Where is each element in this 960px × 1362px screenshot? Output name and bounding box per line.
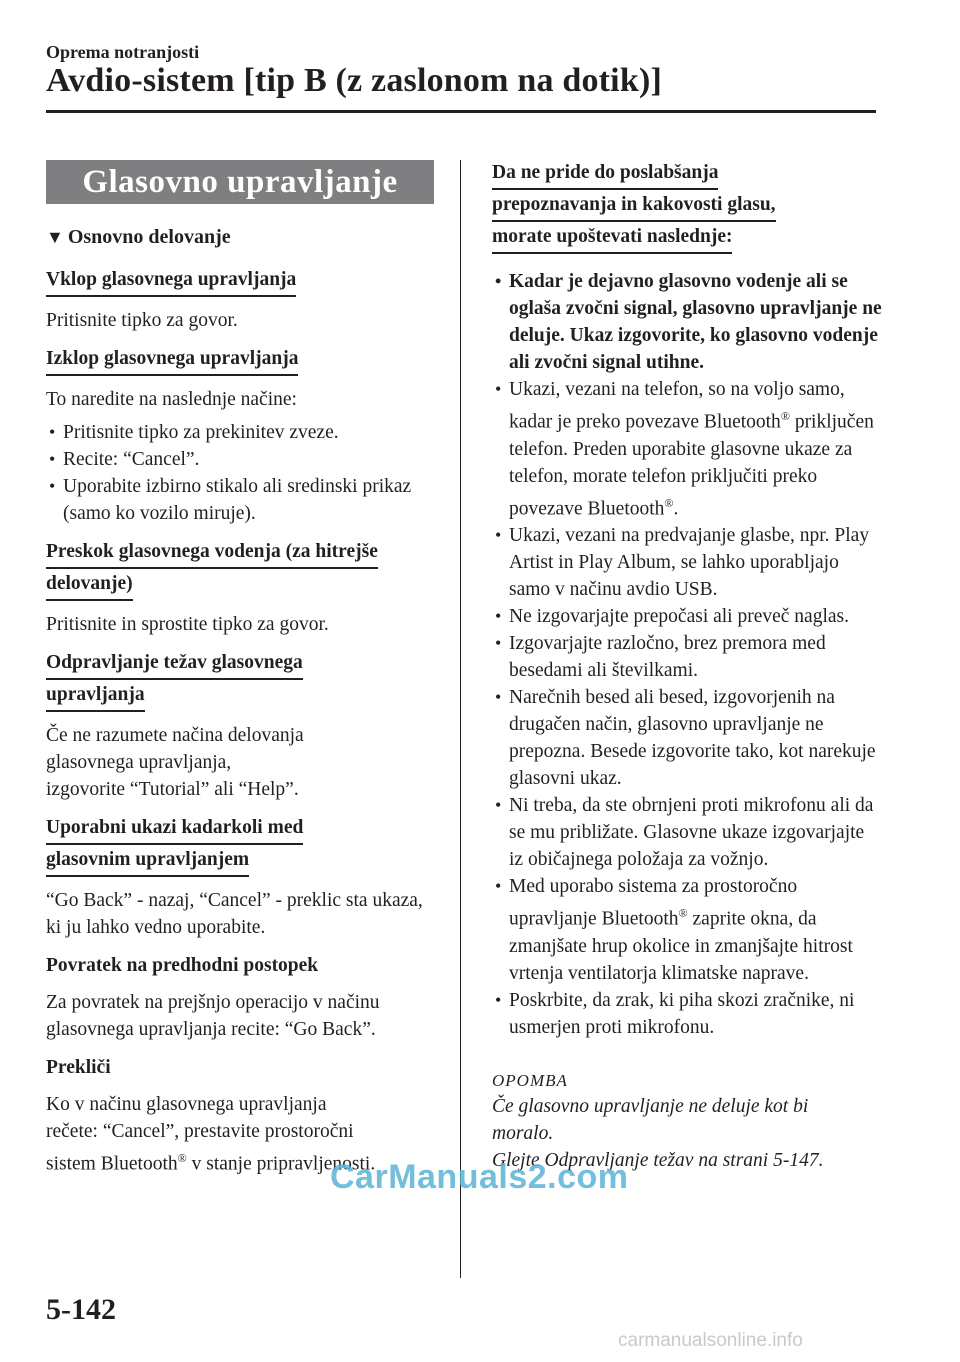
paragraph-voice-on: Pritisnite tipko za govor. [46,310,238,331]
subheading-voice-on: Vklop glasovnega upravljanja [46,267,296,297]
left-column [46,160,434,1190]
subheading-skip-guidance-2: delovanje) [46,571,133,601]
recognition-tips-list [492,268,882,1041]
list-item: • Poskrbite, da zrak, ki piha skozi zračnike, ni usmerjen proti mikrofonu. [495,989,855,1038]
heading-cancel: Prekliči [46,1057,111,1078]
triangle-marker-icon: ▼ [46,227,64,247]
list-item: • Izgovarjajte razločno, brez premora med besedami ali številkami. [495,633,826,681]
watermark-site: carmanualsonline.info [618,1330,803,1351]
paragraph-skip-guidance: Pritisnite in sprostite tipko za govor. [46,614,329,635]
list-item: • Kadar je dejavno glasovno vodenje ali se oglaša zvočni signal, glasovno upravljanje ne deluje. Ukaz izgovorite, ko glasovno vodenje ali zvočni signal utihne. [495,271,882,373]
voice-off-list [46,419,434,527]
list-item: • Ukazi, vezani na predvajanje glasbe, npr. Play Artist in Play Album, se lahko uporabljajo samo v načinu avdio USB. [495,525,870,600]
subheading-troubleshooting-2: upravljanja [46,682,145,712]
list-item: • Ukazi, vezani na telefon, so na voljo samo, kadar je preko povezave Bluetooth® priključen telefon. Preden uporabite glasovne ukaze za telefon, morate telefon priključiti preko povezave Bluetooth®. [495,379,874,519]
subheading-useful-commands-2: glasovnim upravljanjem [46,847,249,877]
paragraph-go-back: Za povratek na prejšnjo operacijo v načinu glasovnega upravljanja recite: “Go Back”. [46,992,380,1040]
note-line: Če glasovno upravljanje ne deluje kot bi [492,1095,809,1117]
section-banner: Glasovno upravljanje [46,160,434,204]
list-item: • Pritisnite tipko za prekinitev zveze. [49,422,339,443]
list-item: • Uporabite izbirno stikalo ali sredinski prikaz (samo ko vozilo miruje). [49,476,412,524]
subheading-voice-off: Izklop glasovnega upravljanja [46,346,298,376]
subheading-recognition-2: prepoznavanja in kakovosti glasu, [492,192,776,222]
subheading-useful-commands: Uporabni ukazi kadarkoli med [46,815,303,845]
subheading-recognition-3: morate upoštevati naslednje: [492,224,732,254]
right-column [492,160,882,1174]
section-heading-text: Osnovno delovanje [67,226,231,248]
paragraph-voice-off: To naredite na naslednje načine: [46,389,297,410]
list-item: • Ni treba, da ste obrnjeni proti mikrofonu ali da se mu približate. Glasovne ukaze izgovarjajte iz običajnega položaja za vožnjo. [495,795,874,870]
section-header: Oprema notranjosti [46,42,200,62]
list-item: • Recite: “Cancel”. [49,449,200,470]
list-item: • Ne izgovarjajte prepočasi ali preveč naglas. [495,606,850,627]
note-title: OPOMBA [492,1070,568,1090]
subheading-skip-guidance: Preskok glasovnega vodenja (za hitrejše [46,539,378,569]
subheading-troubleshooting: Odpravljanje težav glasovnega [46,650,303,680]
note-line: moralo. [492,1122,554,1144]
list-item: • Med uporabo sistema za prostoročno upravljanje Bluetooth® zaprite okna, da zmanjšate hrup okolice in zmanjšajte hitrost vrtenja ventilatorja klimatske naprave. [495,876,853,984]
page-title: Avdio-sistem [tip B (z zaslonom na dotik)] [46,62,662,99]
paragraph-useful-commands: “Go Back” - nazaj, “Cancel” - preklic sta ukaza, ki ju lahko vedno uporabite. [46,890,423,938]
heading-go-back: Povratek na predhodni postopek [46,955,319,976]
list-item: • Narečnih besed ali besed, izgovorjenih na drugačen način, glasovno upravljanje ne prepozna. Besede izgovorite tako, kot narekuje glasovni ukaz. [495,687,876,789]
watermark-logo: CarManuals2.com [330,1158,629,1196]
paragraph-cancel: Ko v načinu glasovnega upravljanja rečete: “Cancel”, prestavite prostoročni sistem Bluetooth® v stanje pripravljenosti. [46,1094,376,1175]
section-heading [46,226,434,249]
paragraph-troubleshooting: Če ne razumete načina delovanja glasovnega upravljanja, izgovorite “Tutorial” ali “Help”. [46,725,304,800]
column-divider [460,160,461,1278]
subheading-recognition: Da ne pride do poslabšanja [492,160,718,190]
header-rule [46,110,876,113]
page-number: 5-142 [46,1293,116,1326]
note-line: Glejte Odpravljanje težav na strani 5-147. [492,1149,824,1171]
